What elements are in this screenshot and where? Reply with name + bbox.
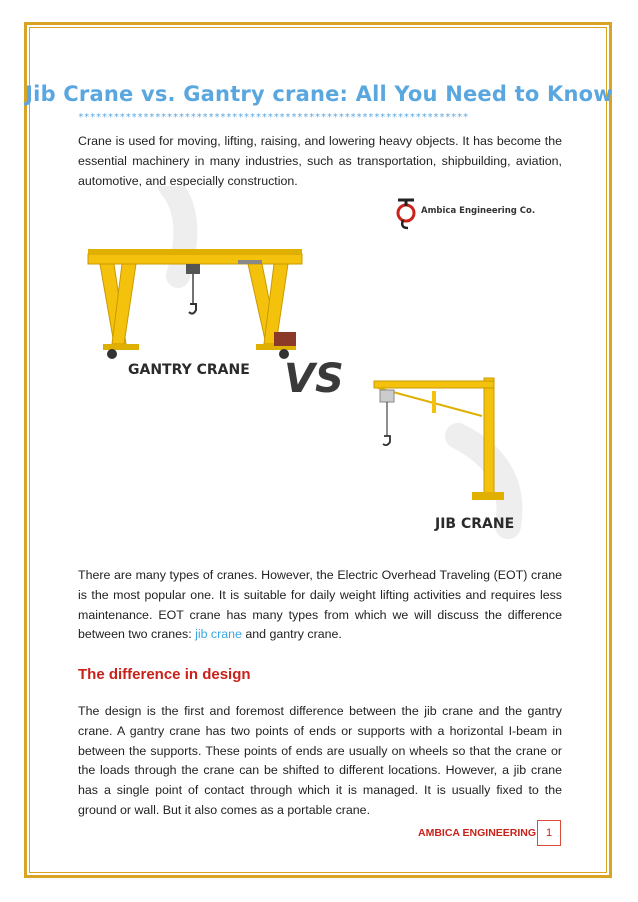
- ambica-logo: [398, 200, 414, 228]
- crane-comparison-image: [78, 186, 562, 546]
- intro-paragraph: Crane is used for moving, lifting, raising, and lowering heavy objects. It has become the essential machinery in many industries, such as transportation, shipbuilding, aviation, automotive, and especially construction.: [78, 134, 562, 188]
- jib-crane-illustration: [374, 378, 504, 500]
- eot-paragraph-text-end: and gantry crane.: [241, 627, 342, 642]
- design-paragraph: The design is the first and foremost difference between the jib crane and the gantry crane. A gantry crane has two points of ends or supports with a horizontal I-beam in between the supports. These points of ends are usually on wheels so that the crane or the loads through the crane can be shifted to different locations. However, a jib crane has a single point of contact through which it is managed. It is usually fixed to the ground or wall. But it also comes as a portable crane.: [78, 704, 562, 817]
- section-heading-design: The difference in design: [78, 666, 251, 683]
- eot-crane-paragraph: [78, 566, 562, 645]
- footer-company-name: AMBICA ENGINEERING: [418, 827, 537, 839]
- jib-crane-link[interactable]: jib crane: [195, 627, 242, 642]
- versus-label: VS: [284, 356, 344, 402]
- gantry-crane-illustration: [88, 249, 302, 359]
- gantry-crane-label: GANTRY CRANE: [128, 362, 250, 378]
- page-number: 1: [537, 820, 561, 846]
- jib-crane-label: JIB CRANE: [435, 516, 515, 532]
- title-divider-stars: ******************************************************************: [78, 112, 469, 123]
- eot-paragraph-text: There are many types of cranes. However, the Electric Overhead Traveling (EOT) crane is the most popular one. It is suitable for daily weight lifting activities and requires less maintenance. EOT crane has many types from which we will discuss the difference between two cranes:: [78, 568, 562, 642]
- document-title: Jib Crane vs. Gantry crane: All You Need to Know: [25, 82, 613, 106]
- logo-company-name: Ambica Engineering Co.: [421, 206, 536, 216]
